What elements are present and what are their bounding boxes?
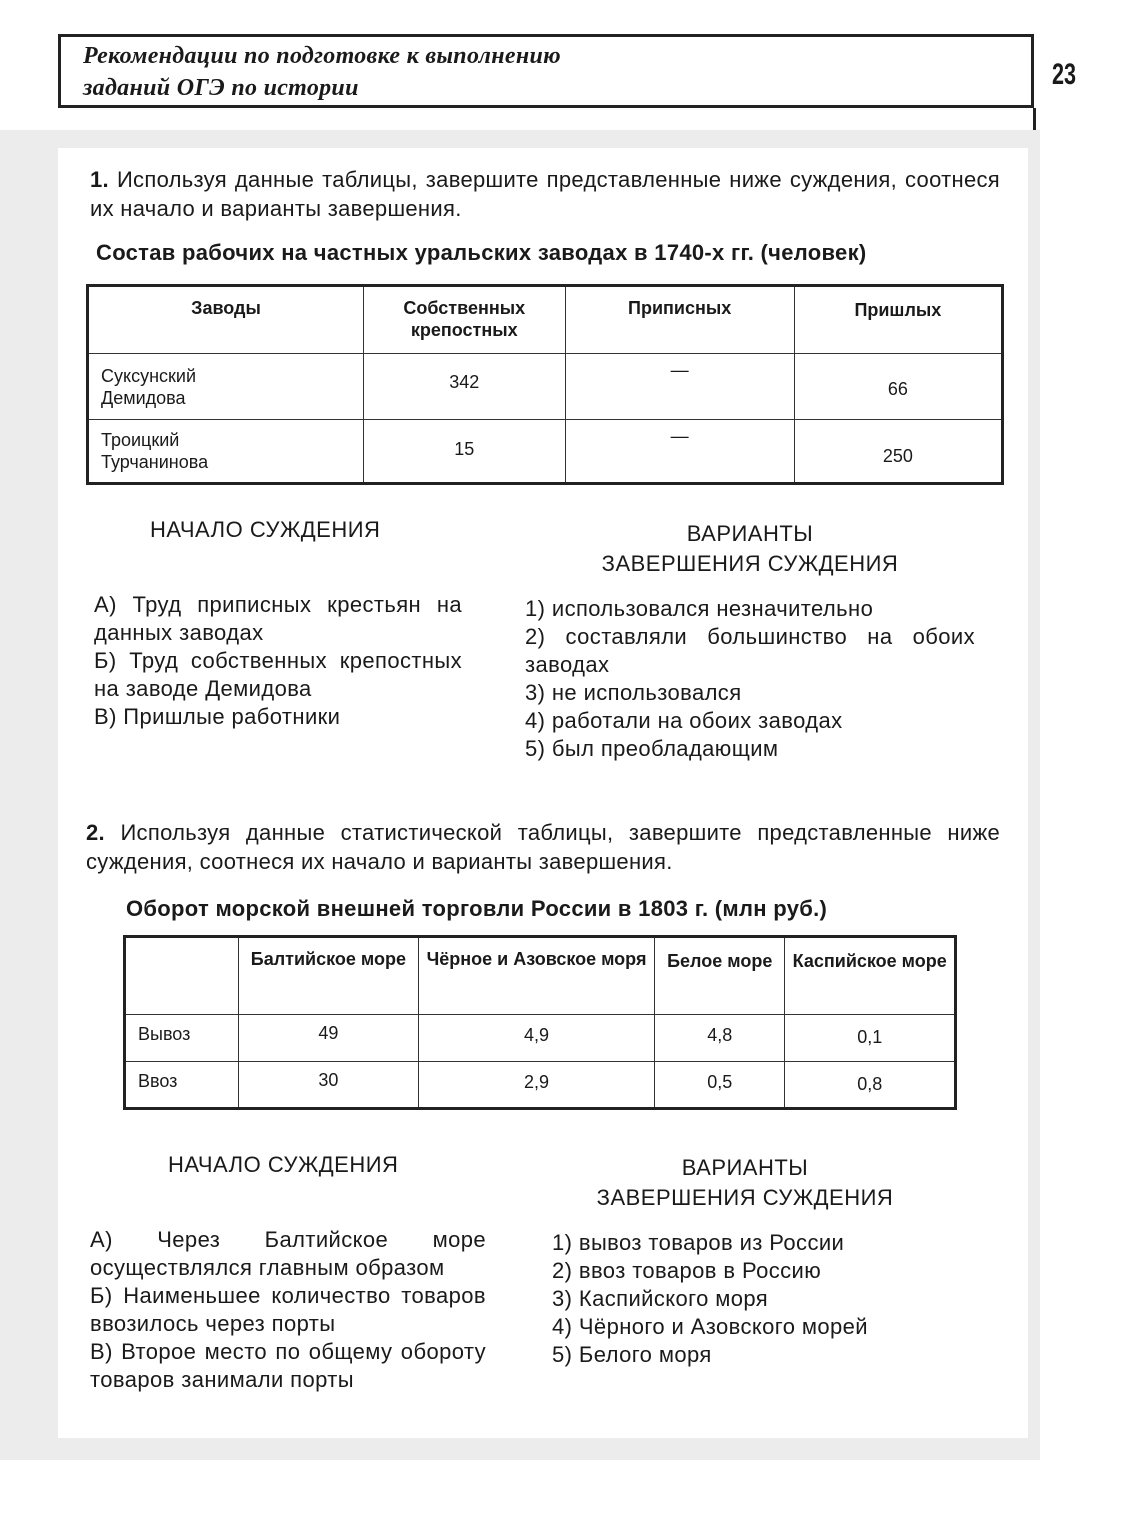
task2-start-heading: НАЧАЛО СУЖДЕНИЯ <box>168 1152 399 1177</box>
row-label <box>88 354 364 420</box>
row-label: Ввоз <box>125 1062 239 1109</box>
cell-assigned: — <box>565 420 794 484</box>
list-item: 2) составляли большинство на обоих заводах <box>525 624 975 677</box>
table-row <box>125 1015 956 1062</box>
task2-table-title: Оборот морской внешней торговли России в 1803 г. (млн руб.) <box>126 896 828 921</box>
factory-name: Суксунский <box>101 365 197 386</box>
task2-table <box>123 935 957 1110</box>
list-item: Б) Труд собственных крепостных на заводе Демидова <box>94 648 462 701</box>
task1-number: 1. <box>90 167 109 192</box>
cell-baltic: 30 <box>238 1062 418 1109</box>
col-header: Белое море <box>654 937 784 1015</box>
col-header: Заводы <box>88 286 364 354</box>
end-heading-line2: ЗАВЕРШЕНИЯ СУЖДЕНИЯ <box>601 551 899 576</box>
cell-newcomers: 66 <box>794 354 1002 420</box>
task1-end-heading <box>560 519 940 579</box>
task2-prompt <box>86 818 1000 876</box>
col-header: Каспийское море <box>785 937 956 1015</box>
header-title-line2: заданий ОГЭ по истории <box>83 75 359 101</box>
col-header: Собственных крепостных <box>364 286 566 354</box>
cell-black: 4,9 <box>419 1015 655 1062</box>
page-number: 23 <box>1052 58 1077 91</box>
table-row <box>88 420 1003 484</box>
cell-assigned: — <box>565 354 794 420</box>
list-item: В) Второе место по общему обороту товаров занимали порты <box>90 1339 486 1392</box>
task1-endings <box>525 595 975 763</box>
cell-own: 15 <box>364 420 566 484</box>
task1-text: Используя данные таблицы, завершите представленные ниже суждения, соотнеся их начало и варианты завершения. <box>90 167 1001 221</box>
row-label <box>88 420 364 484</box>
factory-owner: Демидова <box>101 387 186 408</box>
task2-text: Используя данные статистической таблицы, завершите представленные ниже суждения, соотнеся их начало и варианты завершения. <box>86 820 1000 874</box>
table-header-row <box>125 937 956 1015</box>
col-header: Чёрное и Азовское моря <box>419 937 655 1015</box>
task1-starts <box>94 591 462 731</box>
list-item: 4) работали на обоих заводах <box>525 708 843 733</box>
cell-newcomers: 250 <box>794 420 1002 484</box>
list-item: А) Через Балтийское море осуществлялся главным образом <box>90 1227 486 1280</box>
page-header <box>58 34 1034 108</box>
list-item: 5) Белого моря <box>552 1342 712 1367</box>
task1-start-heading: НАЧАЛО СУЖДЕНИЯ <box>150 517 381 542</box>
end-heading-line1: ВАРИАНТЫ <box>686 521 814 546</box>
cell-black: 2,9 <box>419 1062 655 1109</box>
row-label: Вывоз <box>125 1015 239 1062</box>
col-header: Пришлых <box>794 286 1002 354</box>
col-header: Балтийское море <box>238 937 418 1015</box>
task2-endings <box>552 1229 972 1369</box>
task2-end-heading <box>555 1153 935 1213</box>
cell-own: 342 <box>364 354 566 420</box>
table-row <box>125 1062 956 1109</box>
list-item: 3) не использовался <box>525 680 742 705</box>
cell-caspian: 0,8 <box>785 1062 956 1109</box>
list-item: Б) Наименьшее количество товаров ввозилось через порты <box>90 1283 486 1336</box>
cell-white: 4,8 <box>654 1015 784 1062</box>
task2-number: 2. <box>86 820 105 845</box>
table-header-row <box>88 286 1003 354</box>
cell-baltic: 49 <box>238 1015 418 1062</box>
factory-owner: Турчанинова <box>101 452 209 472</box>
list-item: 2) ввоз товаров в Россию <box>552 1258 822 1283</box>
list-item: 1) использовался незначительно <box>525 596 874 621</box>
list-item: 3) Каспийского моря <box>552 1286 769 1311</box>
list-item: В) Пришлые работники <box>94 704 341 729</box>
list-item: 5) был преобладающим <box>525 736 779 761</box>
task1-table <box>86 284 1004 485</box>
col-header <box>125 937 239 1015</box>
table-row <box>88 354 1003 420</box>
task1-table-title: Состав рабочих на частных уральских заводах в 1740-х гг. (человек) <box>96 240 867 265</box>
cell-caspian: 0,1 <box>785 1015 956 1062</box>
col-header: Приписных <box>565 286 794 354</box>
task2-starts <box>90 1226 486 1394</box>
end-heading-line2: ЗАВЕРШЕНИЯ СУЖДЕНИЯ <box>596 1185 894 1210</box>
list-item: А) Труд приписных крестьян на данных заводах <box>94 592 462 645</box>
end-heading-line1: ВАРИАНТЫ <box>681 1155 809 1180</box>
header-title-line1: Рекомендации по подготовке к выполнению <box>83 43 561 69</box>
task1-prompt <box>90 165 1000 223</box>
cell-white: 0,5 <box>654 1062 784 1109</box>
factory-name: Троицкий <box>101 430 180 450</box>
list-item: 4) Чёрного и Азовского морей <box>552 1314 868 1339</box>
list-item: 1) вывоз товаров из России <box>552 1230 845 1255</box>
